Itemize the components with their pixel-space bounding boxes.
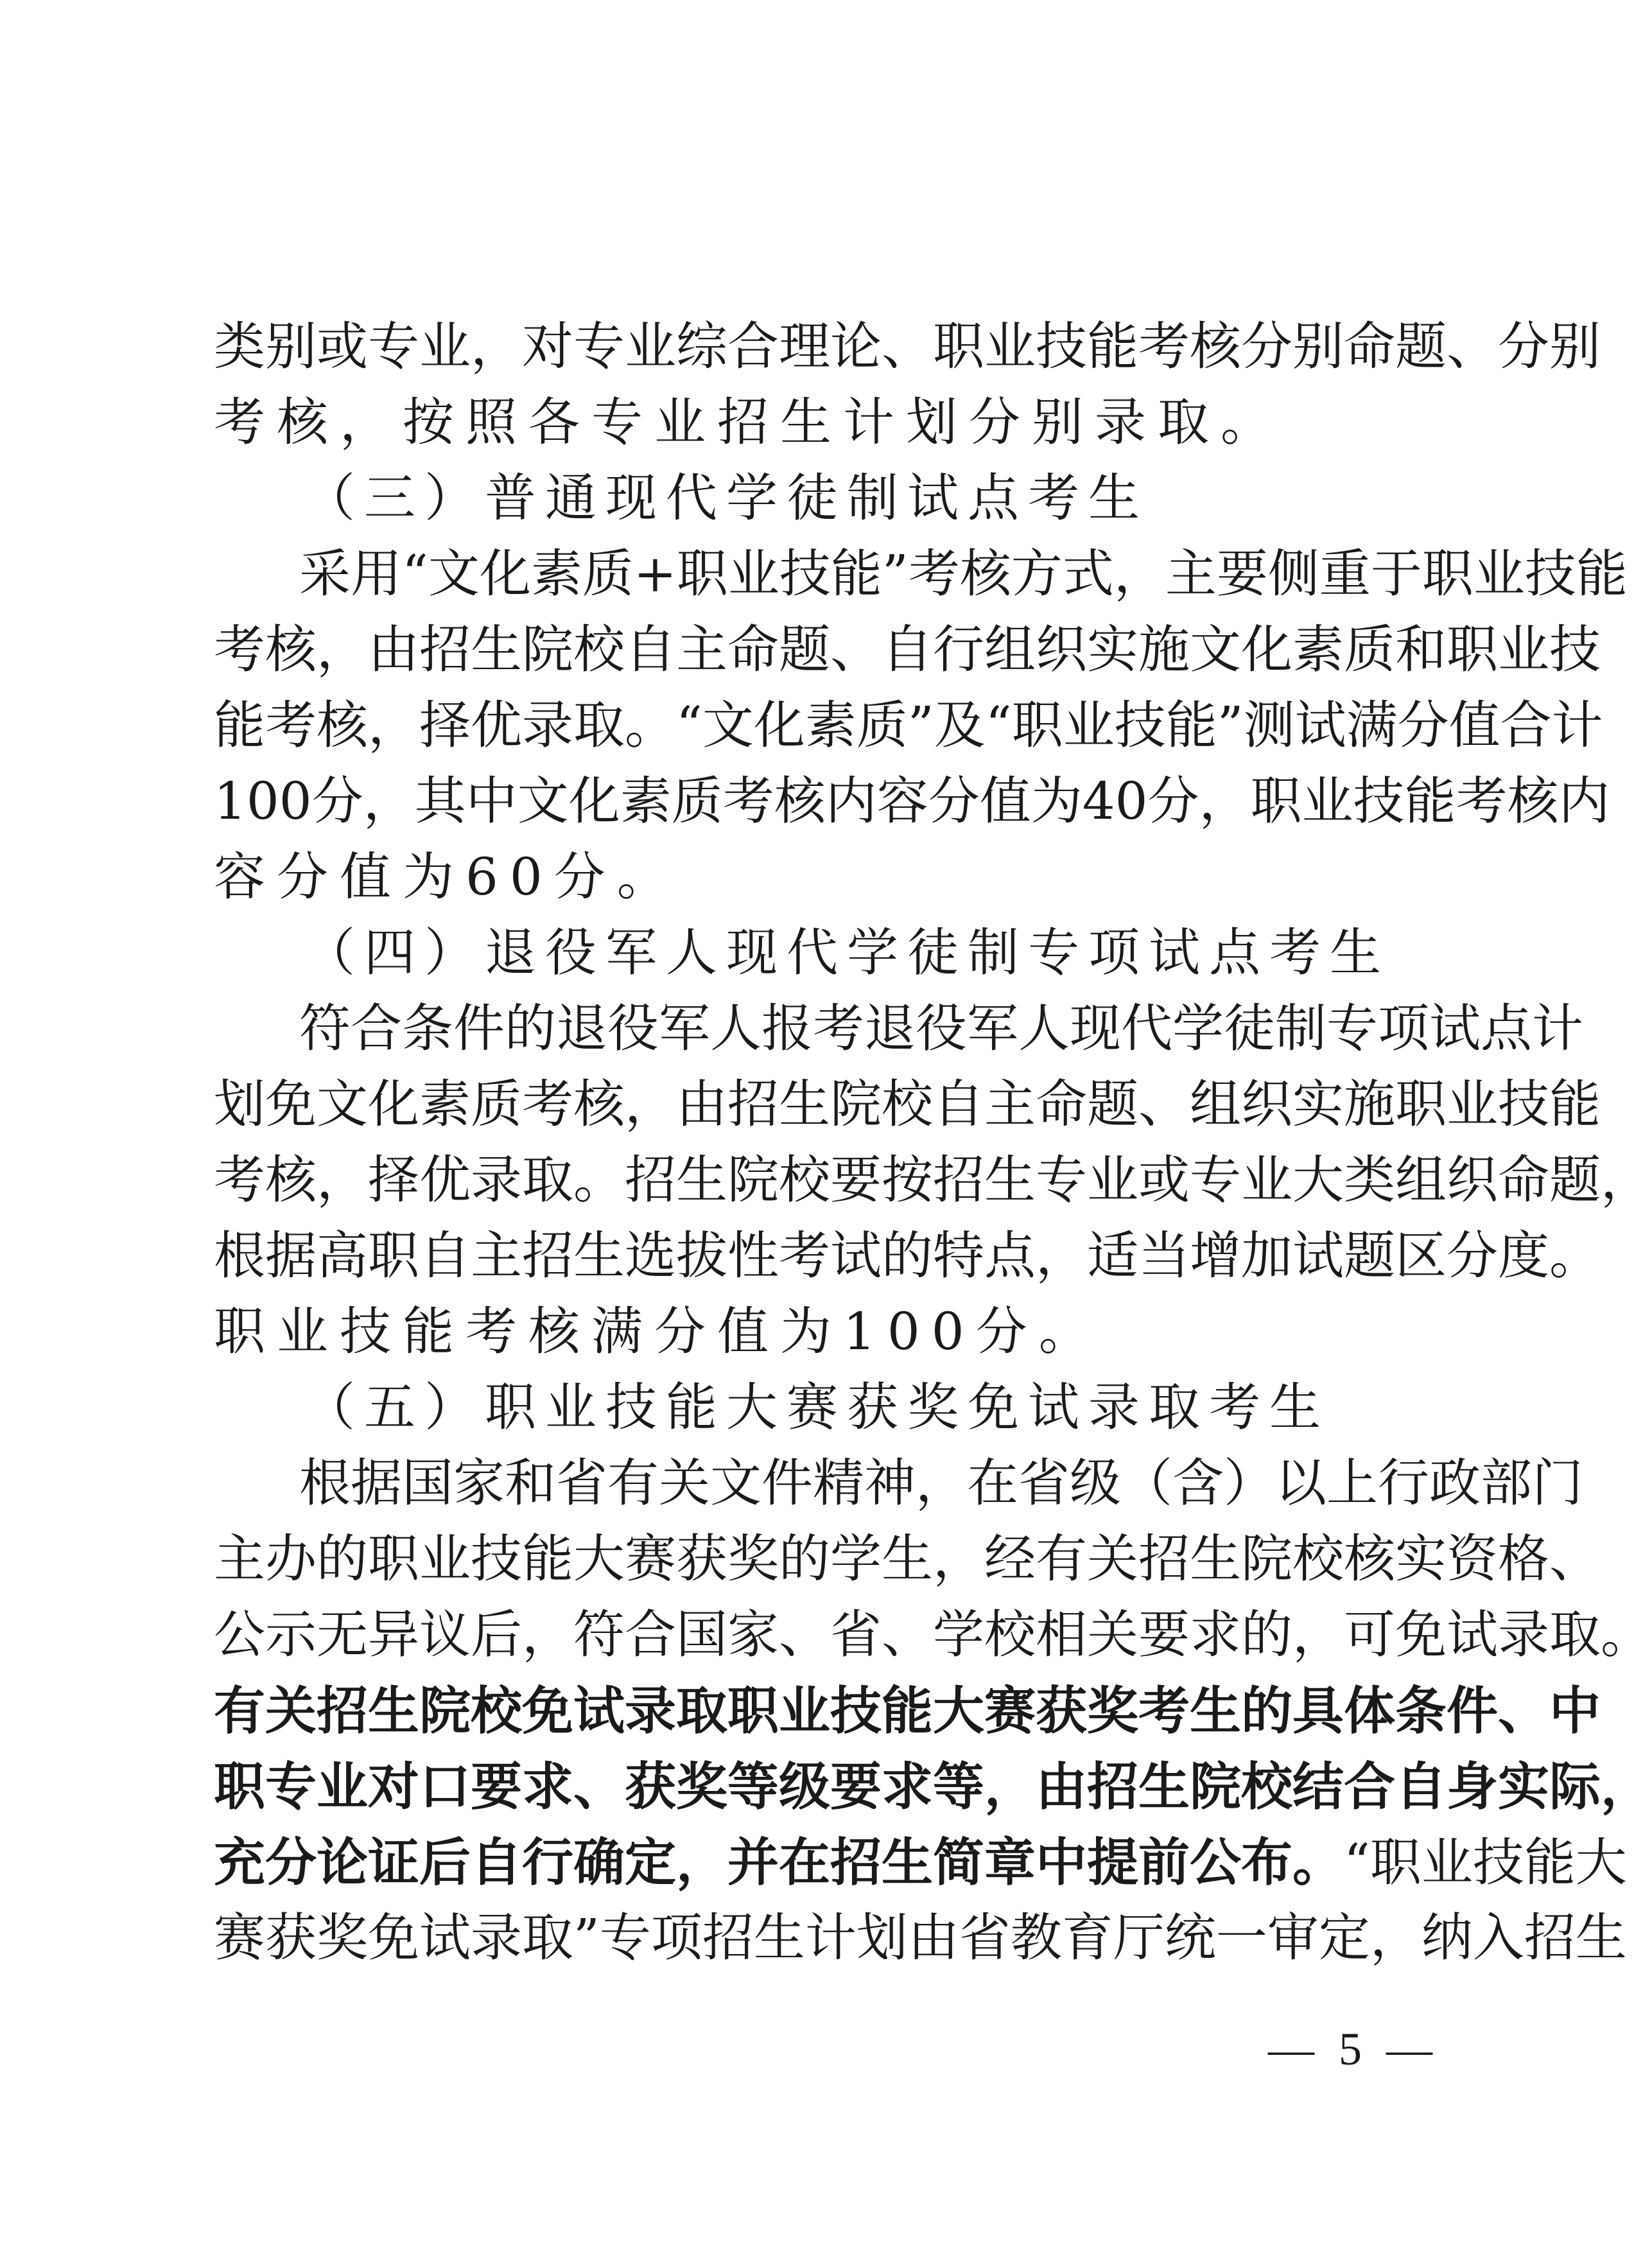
text-line: 容分值为60分。	[214, 847, 680, 907]
text-line: 符合条件的退役军人报考退役军人现代学徒制专项试点计	[299, 999, 1583, 1058]
text-line: 能考核，择优录取。“文化素质”及“职业技能”测试满分值合计	[214, 695, 1603, 755]
text-line-mixed	[214, 1824, 1627, 1900]
text-line: 职业技能考核满分值为100分。	[214, 1302, 1102, 1361]
text-line: 采用“文化素质+职业技能”考核方式，主要侧重于职业技能	[299, 544, 1628, 604]
text-line: 主办的职业技能大赛获奖的学生，经有关招生院校核实资格、	[214, 1529, 1601, 1589]
text-line: 考核，由招生院校自主命题、自行组织实施文化素质和职业技	[214, 620, 1601, 679]
text-line: 划免文化素质考核，由招生院校自主命题、组织实施职业技能	[214, 1074, 1601, 1134]
text-line: 考核，择优录取。招生院校要按招生专业或专业大类组织命题，	[214, 1150, 1652, 1210]
document-body	[214, 309, 1652, 1976]
text-line: 考核，按照各专业招生计划分别录取。	[214, 392, 1283, 452]
text-line: 赛获奖免试录取”专项招生计划由省教育厅统一审定，纳入招生	[214, 1908, 1627, 1968]
section-heading-4: （四）退役军人现代学徒制专项试点考生	[304, 923, 1390, 982]
text-line: 根据国家和省有关文件精神，在省级（含）以上行政部门	[299, 1453, 1583, 1513]
text-line: 根据高职自主招生选拔性考试的特点，适当增加试题区分度。	[214, 1226, 1601, 1286]
text-line: 类别或专业，对专业综合理论、职业技能考核分别命题、分别	[214, 317, 1601, 376]
section-heading-5: （五）职业技能大赛获奖免试录取考生	[304, 1377, 1330, 1437]
text-line: 公示无异议后，符合国家、省、学校相关要求的，可免试录取。	[214, 1605, 1652, 1664]
bold-text: 充分论证后自行确定，并在招生简章中提前公布。	[214, 1832, 1344, 1892]
section-heading-3: （三）普通现代学徒制试点考生	[304, 468, 1149, 528]
text: “职业技能大	[1344, 1833, 1627, 1892]
text-line: 100分，其中文化素质考核内容分值为40分，职业技能考核内	[214, 771, 1610, 831]
page-number: — 5 —	[1268, 2023, 1439, 2075]
bold-text-line: 职专业对口要求、获奖等级要求等，由招生院校结合自身实际，	[214, 1756, 1652, 1817]
bold-text-line: 有关招生院校免试录取职业技能大赛获奖考生的具体条件、中	[214, 1680, 1601, 1741]
